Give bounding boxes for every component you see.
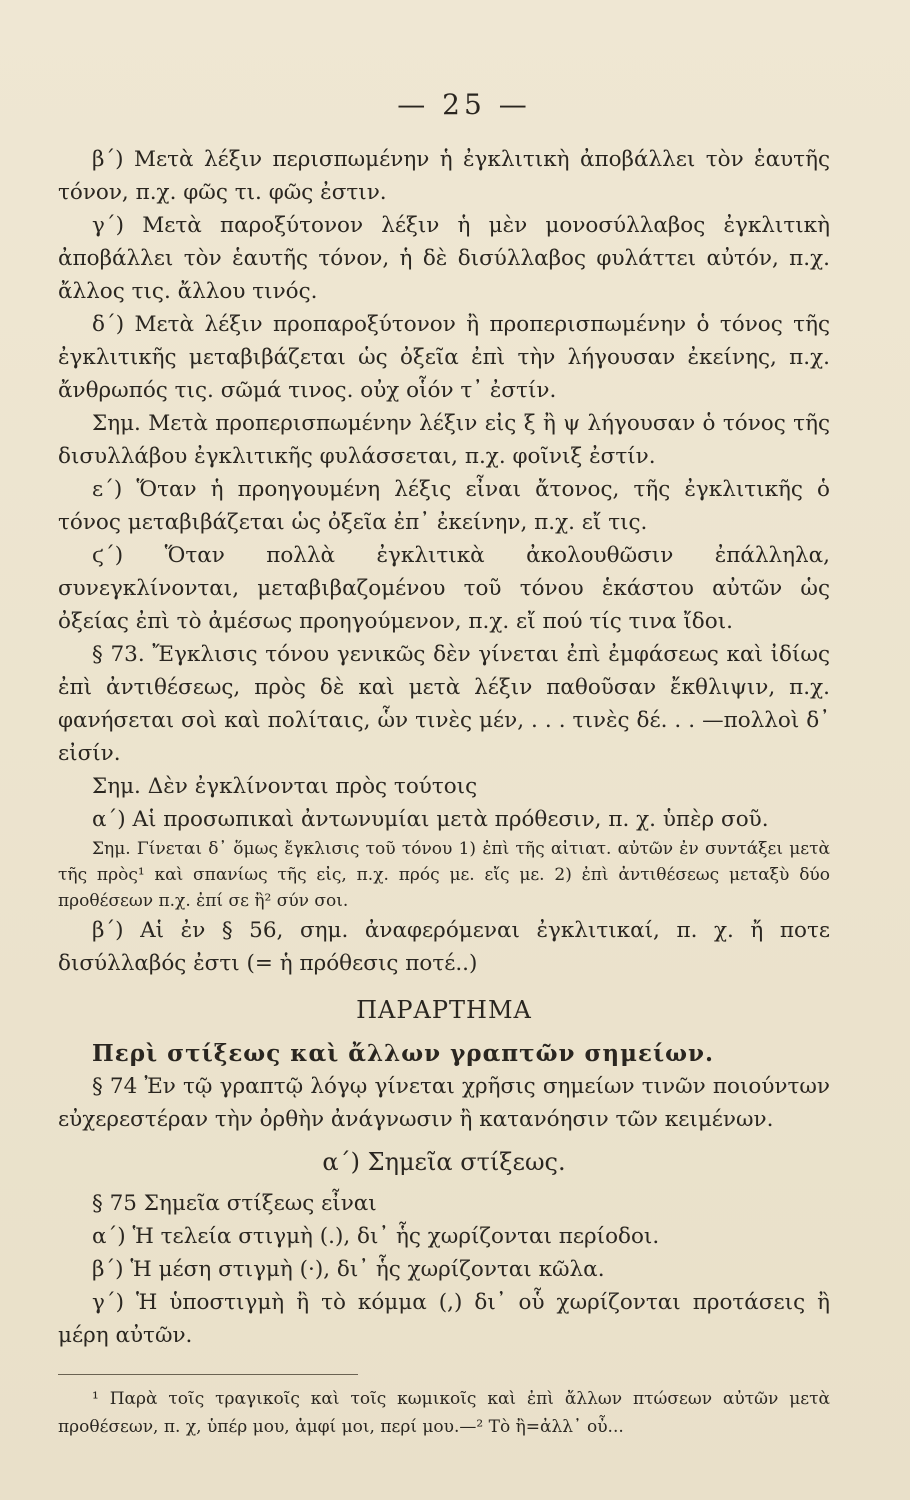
paragraph-delta: δ΄) Μετὰ λέξιν προπαροξύτονον ἢ προπερισπωμένην ὁ τόνος τῆς ἐγκλιτικῆς μεταβιβάζεται ὡς ὀξεῖα ἐπὶ τὴν λήγουσαν ἐκείνης, π.χ. ἄνθρωπός τις. σῶμά τινος. οὐχ οἷόν τ᾽ ἐστίν.: [58, 312, 830, 403]
small-note: Σημ. Γίνεται δ᾽ ὅμως ἔγκλισις τοῦ τόνου 1) ἐπὶ τῆς αἰτιατ. αὐτῶν ἐν συντάξει μετὰ τῆς πρὸς¹ καὶ σπανίως τῆς εἰς, π.χ. πρός με. εἴς με. 2) ἐπὶ ἀντιθέσεως μεταξὺ δύο προθέσεων π.χ. ἐπί σε ἢ² σύν σοι.: [58, 839, 830, 911]
main-text: [58, 143, 830, 1352]
list-item: β΄) Ἡ μέση στιγμὴ (·), δι᾽ ἧς χωρίζονται κῶλα.: [92, 1257, 605, 1282]
list-item: α΄) Ἡ τελεία στιγμὴ (.), δι᾽ ἧς χωρίζονται περίοδοι.: [92, 1224, 660, 1249]
paragraph-gamma: γ΄) Μετὰ παροξύτονον λέξιν ἡ μὲν μονοσύλλαβος ἐγκλιτικὴ ἀποβάλλει τὸν ἑαυτῆς τόνον, ἡ δὲ δισύλλαβος φυλάττει αὐτόν, π.χ. ἄλλος τις. ἄλλου τινός.: [58, 213, 830, 304]
list-item: γ΄) Ἡ ὑποστιγμὴ ἢ τὸ κόμμα (,) δι᾽ οὗ χωρίζονται προτάσεις ἢ μέρη αὐτῶν.: [58, 1290, 830, 1348]
footnotes: [58, 1385, 830, 1441]
appendix-title: ΠΑΡΑΡΤΗΜΑ: [356, 996, 532, 1024]
paragraph-epsilon: ε΄) Ὅταν ἡ προηγουμένη λέξις εἶναι ἄτονος, τῆς ἐγκλιτικῆς ὁ τόνος μεταβιβάζεται ὡς ὀξεῖα ἐπ᾽ ἐκείνην, π.χ. εἴ τις.: [58, 477, 830, 535]
paragraph-stigma: ϛ΄) Ὅταν πολλὰ ἐγκλιτικὰ ἀκολουθῶσιν ἐπάλληλα, συνεγκλίνονται, μεταβιβαζομένου τοῦ τόνου ἑκάστου αὐτῶν ὡς ὀξείας ἐπὶ τὸ ἀμέσως προηγούμενον, π.χ. εἴ πού τίς τινα ἴδοι.: [58, 543, 830, 634]
paragraph-note: Σημ. Μετὰ προπερισπωμένην λέξιν εἰς ξ ἢ ψ λήγουσαν ὁ τόνος τῆς δισυλλάβου ἐγκλιτικῆς φυλάσσεται, π.χ. φοῖνιξ ἐστίν.: [58, 411, 830, 469]
paragraph-74: § 74 Ἐν τῷ γραπτῷ λόγῳ γίνεται χρῆσις σημείων τινῶν ποιούντων εὐχερεστέραν τὴν ὀρθὴν ἀνάγνωσιν ἢ κατανόησιν τῶν κειμένων.: [58, 1074, 830, 1132]
paragraph-73: § 73. Ἔγκλισις τόνου γενικῶς δὲν γίνεται ἐπὶ ἐμφάσεως καὶ ἰδίως ἐπὶ ἀντιθέσεως, πρὸς δὲ καὶ μετὰ λέξιν παθοῦσαν ἔκθλιψιν, π.χ. φανήσεται σοὶ καὶ πολίταις, ὧν τινὲς μέν, . . . τινὲς δέ. . . —πολλοὶ δ᾽ εἰσίν.: [58, 642, 830, 766]
page-number: — 25 —: [397, 88, 531, 121]
section-heading: α΄) Σημεῖα στίξεως.: [322, 1148, 566, 1176]
paragraph-75: § 75 Σημεῖα στίξεως εἶναι: [92, 1191, 377, 1216]
footnote-divider: [58, 1374, 358, 1375]
paragraph-beta-2: β΄) Αἱ ἐν § 56, σημ. ἀναφερόμεναι ἐγκλιτικαί, π. χ. ἤ ποτε δισύλλαβός ἐστι (= ἡ πρόθεσις ποτέ..): [58, 918, 830, 976]
appendix-subtitle: Περὶ στίξεως καὶ ἄλλων γραπτῶν σημείων.: [92, 1040, 714, 1067]
paragraph-alpha: α΄) Αἱ προσωπικαὶ ἀντωνυμίαι μετὰ πρόθεσιν, π. χ. ὑπὲρ σοῦ.: [92, 807, 769, 832]
footnote-text: ¹ Παρὰ τοῖς τραγικοῖς καὶ τοῖς κωμικοῖς καὶ ἐπὶ ἄλλων πτώσεων αὐτῶν μετὰ προθέσεων, π. χ, ὑπέρ μου, ἀμφί μοι, περί μου.—² Τὸ ἢ=ἀλλ᾽ οὖ...: [58, 1389, 830, 1437]
paragraph-beta: β΄) Μετὰ λέξιν περισπωμένην ἡ ἐγκλιτικὴ ἀποβάλλει τὸν ἑαυτῆς τόνον, π.χ. φῶς τι. φῶς ἐστιν.: [58, 147, 830, 205]
paragraph-note-2: Σημ. Δὲν ἐγκλίνονται πρὸς τούτοις: [92, 774, 478, 799]
